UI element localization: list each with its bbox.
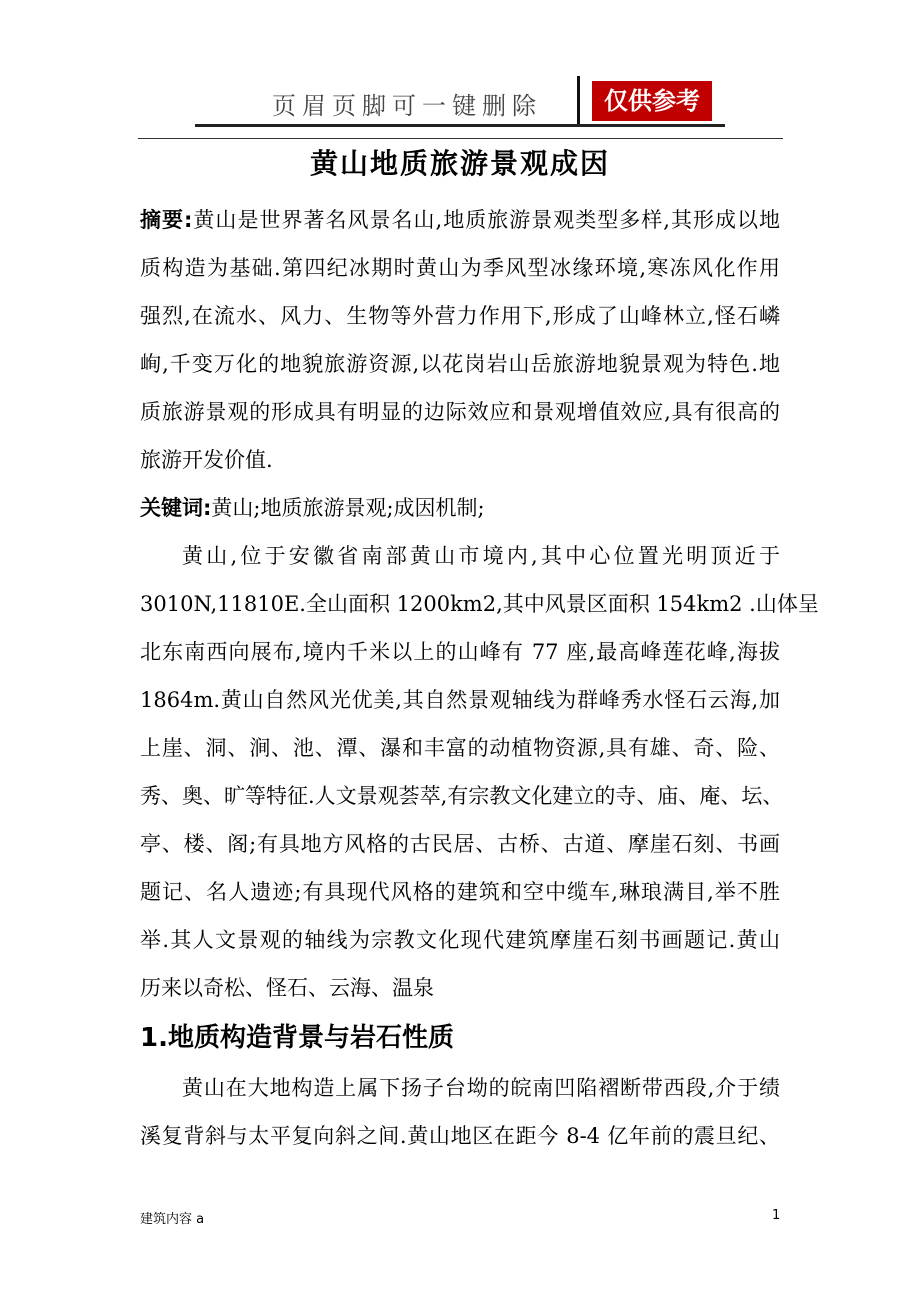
abstract-line	[140, 196, 780, 244]
abstract-line: 峋,千变万化的地貌旅游资源,以花岗岩山岳旅游地貌景观为特色.地	[140, 352, 780, 376]
keywords-label: 关键词:	[140, 496, 212, 520]
paragraph-line: 亭、楼、阁;有具地方风格的古民居、古桥、古道、摩崖石刻、书画	[140, 832, 780, 856]
header-text: 页眉页脚可一键删除	[272, 92, 542, 120]
header-divider	[577, 76, 580, 126]
paragraph-line: 黄山,位于安徽省南部黄山市境内,其中心位置光明顶近于	[182, 544, 780, 568]
paragraph-line: 举.其人文景观的轴线为宗教文化现代建筑摩崖石刻书画题记.黄山	[140, 928, 780, 952]
page-number: 1	[772, 1208, 781, 1223]
document-body	[140, 196, 819, 1160]
paragraph-line: 黄山在大地构造上属下扬子台坳的皖南凹陷褶断带西段,介于绩	[182, 1076, 780, 1100]
keywords-text: 黄山;地质旅游景观;成因机制;	[211, 496, 485, 520]
abstract-line: 旅游开发价值.	[140, 448, 273, 472]
keywords-line	[140, 484, 780, 532]
paragraph-line: 溪复背斜与太平复向斜之间.黄山地区在距今 8-4 亿年前的震旦纪、	[140, 1124, 780, 1148]
reference-badge: 仅供参考	[592, 81, 712, 121]
abstract-label: 摘要:	[140, 208, 193, 232]
paragraph-line: 题记、名人遗迹;有具现代风格的建筑和空中缆车,琳琅满目,举不胜	[140, 880, 780, 904]
abstract-line: 质旅游景观的形成具有明显的边际效应和景观增值效应,具有很高的	[140, 400, 780, 424]
paragraph-line: 3010N,11810E.全山面积 1200km2,其中风景区面积 154km2 .山体呈	[140, 592, 819, 616]
header-rule	[195, 124, 725, 127]
footer-text: 建筑内容 a	[140, 1212, 205, 1227]
paragraph-line: 历来以奇松、怪石、云海、温泉	[140, 976, 434, 1000]
paragraph-line: 1864m.黄山自然风光优美,其自然景观轴线为群峰秀水怪石云海,加	[140, 688, 780, 712]
section-heading: 1.地质构造背景与岩石性质	[140, 1023, 454, 1053]
abstract-text: 黄山是世界著名风景名山,地质旅游景观类型多样,其形成以地	[192, 208, 780, 232]
paragraph-line: 秀、奥、旷等特征.人文景观荟萃,有宗教文化建立的寺、庙、庵、坛、	[140, 784, 784, 808]
abstract-line: 强烈,在流水、风力、生物等外营力作用下,形成了山峰林立,怪石嶙	[140, 304, 780, 328]
paragraph-line: 北东南西向展布,境内千米以上的山峰有 77 座,最高峰莲花峰,海拔	[140, 640, 780, 664]
header-rule-thin	[138, 138, 783, 139]
paragraph-line: 上崖、洞、涧、池、潭、瀑和丰富的动植物资源,具有雄、奇、险、	[140, 736, 780, 760]
document-title: 黄山地质旅游景观成因	[309, 147, 610, 180]
abstract-line: 质构造为基础.第四纪冰期时黄山为季风型冰缘环境,寒冻风化作用	[140, 256, 780, 280]
